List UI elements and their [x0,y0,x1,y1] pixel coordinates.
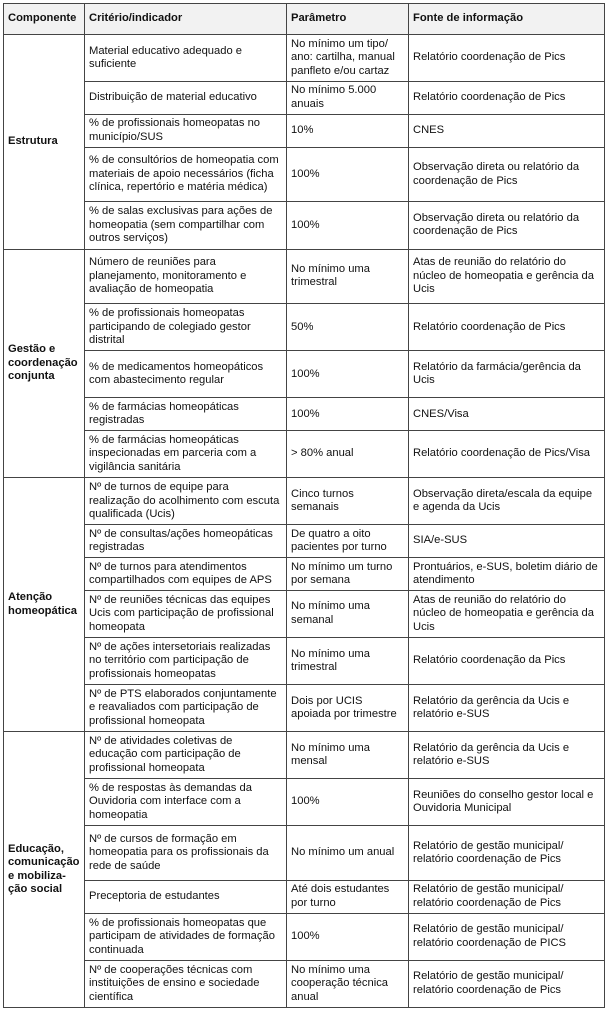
criterio-cell: % de farmácias homeopáticas registradas [85,398,287,431]
parametro-cell: 100% [287,202,409,249]
parametro-cell: 100% [287,147,409,202]
table-row [4,558,605,591]
table-row [4,960,605,1007]
criterio-cell: Distribuição de material educativo [85,82,287,115]
criterio-cell: % de respostas às demandas da Ouvidoria com interface com a homeopatia [85,779,287,826]
parametro-cell: No mínimo um turno por semana [287,558,409,591]
criterio-cell: % de salas exclusivas para ações de homeopatia (sem compartilhar com outros serviços) [85,202,287,249]
fonte-cell: CNES [409,114,605,147]
fonte-cell: SIA/e-SUS [409,525,605,558]
fonte-cell: Atas de reunião do relatório do núcleo de homeopatia e gerência da Ucis [409,249,605,304]
parametro-cell: Até dois estudantes por turno [287,880,409,913]
parametro-cell: > 80% anual [287,431,409,478]
parametro-cell: No mínimo uma trimestral [287,638,409,685]
fonte-cell: Relatório de gestão municipal/ relatório coordenação de Pics [409,826,605,881]
criterio-cell: Preceptoria de estudantes [85,880,287,913]
parametro-cell: No mínimo uma cooperação técnica anual [287,960,409,1007]
table-row [4,351,605,398]
parametro-cell: Dois por UCIS apoiada por trimestre [287,685,409,732]
parametro-cell: 100% [287,913,409,960]
table-row [4,82,605,115]
criterio-cell: Nº de cooperações técnicas com instituições de ensino e sociedade científica [85,960,287,1007]
header-criterio: Critério/indicador [85,4,287,35]
component-cell: Atenção homeopática [4,478,85,732]
table-row [4,685,605,732]
fonte-cell: Relatório de gestão municipal/ relatório coordenação de Pics [409,880,605,913]
table-row [4,202,605,249]
table-row [4,249,605,304]
parametro-cell: No mínimo uma trimestral [287,249,409,304]
fonte-cell: Relatório da farmácia/gerência da Ucis [409,351,605,398]
header-componente: Componente [4,4,85,35]
criterio-cell: Nº de atividades coletivas de educação com participação de profissional homeopata [85,732,287,779]
parametro-cell: No mínimo 5.000 anuais [287,82,409,115]
criterio-cell: Nº de reuniões técnicas das equipes Ucis com participação de profissional homeopata [85,590,287,637]
fonte-cell: Relatório coordenação de Pics/Visa [409,431,605,478]
fonte-cell: Observação direta ou relatório da coordenação de Pics [409,147,605,202]
table-row [4,35,605,82]
criterio-cell: % de profissionais homeopatas que participam de atividades de formação continuada [85,913,287,960]
criterio-cell: Nº de cursos de formação em homeopatia para os profissionais da rede de saúde [85,826,287,881]
table-row [4,525,605,558]
criterio-cell: Nº de PTS elaborados conjuntamente e reavaliados com participação de profissional homeopata [85,685,287,732]
table-row [4,147,605,202]
component-cell: Gestão e coordenação conjunta [4,249,85,478]
criterio-cell: % de profissionais homeopatas no município/SUS [85,114,287,147]
parametro-cell: No mínimo um anual [287,826,409,881]
parametro-cell: No mínimo um tipo/ ano: cartilha, manual panfleto e/ou cartaz [287,35,409,82]
fonte-cell: Relatório coordenação de Pics [409,304,605,351]
parametro-cell: 100% [287,398,409,431]
criterio-cell: % de profissionais homeopatas participando de colegiado gestor distrital [85,304,287,351]
fonte-cell: Atas de reunião do relatório do núcleo de homeopatia e gerência da Ucis [409,590,605,637]
indicators-table [3,3,605,1008]
table-row [4,304,605,351]
table-row [4,114,605,147]
fonte-cell: Relatório de gestão municipal/ relatório coordenação de Pics [409,960,605,1007]
table-row [4,779,605,826]
criterio-cell: % de consultórios de homeopatia com materiais de apoio necessários (ficha clínica, repertório e matéria médica) [85,147,287,202]
fonte-cell: Relatório da gerência da Ucis e relatório e-SUS [409,732,605,779]
fonte-cell: Observação direta ou relatório da coordenação de Pics [409,202,605,249]
criterio-cell: Nº de consultas/ações homeopáticas registradas [85,525,287,558]
table-row [4,590,605,637]
criterio-cell: % de medicamentos homeopáticos com abastecimento regular [85,351,287,398]
criterio-cell: Número de reuniões para planejamento, monitoramento e avaliação de homeopatia [85,249,287,304]
table-row [4,398,605,431]
parametro-cell: No mínimo uma semanal [287,590,409,637]
table-row [4,431,605,478]
fonte-cell: Relatório da gerência da Ucis e relatório e-SUS [409,685,605,732]
fonte-cell: Relatório de gestão municipal/ relatório coordenação de PICS [409,913,605,960]
parametro-cell: 100% [287,351,409,398]
table-row [4,638,605,685]
criterio-cell: Nº de turnos de equipe para realização do acolhimento com escuta qualificada (Ucis) [85,478,287,525]
fonte-cell: CNES/Visa [409,398,605,431]
header-parametro: Parâmetro [287,4,409,35]
parametro-cell: 50% [287,304,409,351]
component-cell: Educação, comunicação e mobiliza-ção social [4,732,85,1008]
fonte-cell: Relatório coordenação de Pics [409,82,605,115]
criterio-cell: % de farmácias homeopáticas inspecionadas em parceria com a vigilância sanitária [85,431,287,478]
fonte-cell: Relatório coordenação da Pics [409,638,605,685]
table-row [4,732,605,779]
table-row [4,913,605,960]
parametro-cell: No mínimo uma mensal [287,732,409,779]
parametro-cell: 10% [287,114,409,147]
header-row [4,4,605,35]
fonte-cell: Reuniões do conselho gestor local e Ouvidoria Municipal [409,779,605,826]
criterio-cell: Material educativo adequado e suficiente [85,35,287,82]
parametro-cell: 100% [287,779,409,826]
criterio-cell: Nº de ações intersetoriais realizadas no território com participação de profissionais homeopatas [85,638,287,685]
criterio-cell: Nº de turnos para atendimentos compartilhados com equipes de APS [85,558,287,591]
table-row [4,478,605,525]
fonte-cell: Observação direta/escala da equipe e agenda da Ucis [409,478,605,525]
header-fonte: Fonte de informação [409,4,605,35]
fonte-cell: Relatório coordenação de Pics [409,35,605,82]
fonte-cell: Prontuários, e-SUS, boletim diário de atendimento [409,558,605,591]
table-row [4,826,605,881]
parametro-cell: De quatro a oito pacientes por turno [287,525,409,558]
table-row [4,880,605,913]
table-body [4,35,605,1008]
component-cell: Estrutura [4,35,85,250]
parametro-cell: Cinco turnos semanais [287,478,409,525]
